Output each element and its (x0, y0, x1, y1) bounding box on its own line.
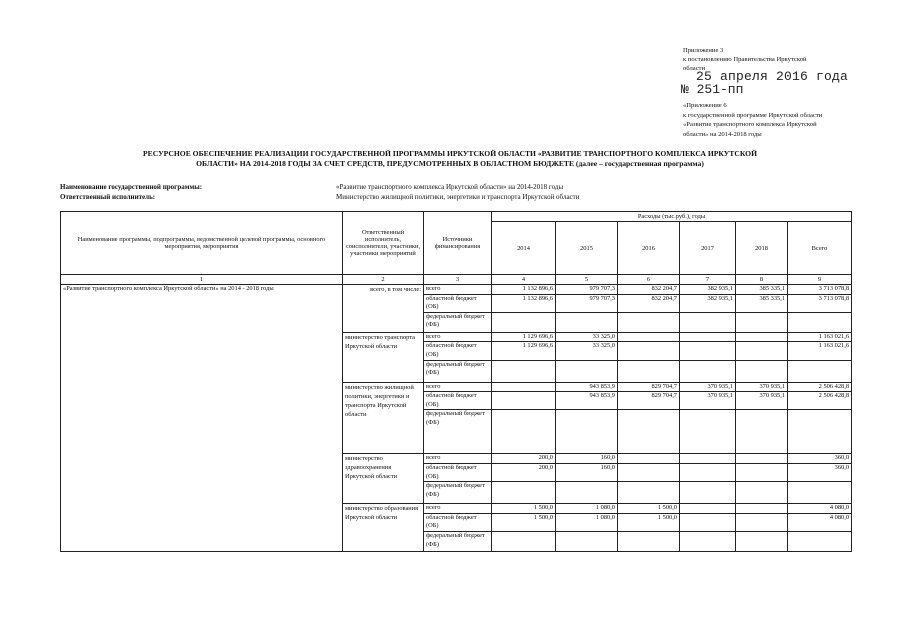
resolution-date-stamp: 25 апреля 2016 года (696, 69, 849, 84)
year-value-cell (680, 454, 736, 464)
executor-cell: министерство жилищной политики, энергетики и транспорта Иркутской области (343, 382, 424, 454)
year-value-cell (680, 312, 736, 332)
year-value-cell: 943 853,9 (556, 392, 618, 410)
year-value-cell: 829 704,7 (618, 382, 680, 392)
year-value-cell: 370 935,1 (736, 392, 788, 410)
year-value-cell (618, 360, 680, 382)
resource-table (60, 211, 852, 552)
year-value-cell (736, 454, 788, 464)
year-value-cell (680, 410, 736, 454)
year-value-cell: 1 500,0 (618, 513, 680, 531)
executor-label: Ответственный исполнитель: (60, 193, 156, 201)
column-number: 1 (61, 275, 343, 285)
resolution-number-stamp: № 251-пп (681, 82, 744, 97)
program-name-value: «Развитие транспортного комплекса Иркутской области» на 2014-2018 годы (336, 183, 564, 191)
header-year-2016: 2016 (618, 222, 680, 275)
year-value-cell (680, 482, 736, 504)
year-value-cell: 200,0 (492, 463, 556, 481)
year-value-cell (618, 332, 680, 342)
year-value-cell (556, 482, 618, 504)
funding-source-cell: федеральный бюджет (ФБ) (424, 410, 492, 454)
year-value-cell (492, 360, 556, 382)
program-name-row (60, 182, 860, 192)
year-value-cell (680, 463, 736, 481)
total-value-cell (788, 531, 852, 551)
year-value-cell: 200,0 (492, 454, 556, 464)
total-value-cell: 360,0 (788, 454, 852, 464)
header-year-2017: 2017 (680, 222, 736, 275)
total-value-cell: 1 163 021,6 (788, 342, 852, 360)
funding-source-cell: областной бюджет (ОБ) (424, 463, 492, 481)
total-value-cell: 2 506 428,8 (788, 392, 852, 410)
executor-value: Министерство жилищной политики, энергетики и транспорта Иркутской области (336, 193, 580, 201)
year-value-cell: 370 935,1 (680, 382, 736, 392)
funding-source-cell: областной бюджет (ОБ) (424, 342, 492, 360)
funding-source-cell: областной бюджет (ОБ) (424, 392, 492, 410)
year-value-cell: 1 080,0 (556, 504, 618, 514)
year-value-cell (556, 531, 618, 551)
year-value-cell: 979 707,3 (556, 294, 618, 312)
year-value-cell (680, 332, 736, 342)
year-value-cell: 370 935,1 (736, 382, 788, 392)
executor-row (60, 192, 860, 202)
year-value-cell: 1 132 896,6 (492, 294, 556, 312)
year-value-cell: 385 335,1 (736, 294, 788, 312)
funding-source-cell: всего (424, 454, 492, 464)
year-value-cell (492, 312, 556, 332)
year-value-cell (492, 392, 556, 410)
year-value-cell (680, 360, 736, 382)
column-number: 7 (680, 275, 736, 285)
total-value-cell: 4 080,0 (788, 513, 852, 531)
executor-cell: министерство транспорта Иркутской области (343, 332, 424, 382)
year-value-cell: 943 853,9 (556, 382, 618, 392)
total-value-cell (788, 482, 852, 504)
year-value-cell (736, 513, 788, 531)
column-number: 9 (788, 275, 852, 285)
header-row-top (61, 212, 852, 222)
column-number: 4 (492, 275, 556, 285)
appendix-6-line: к государственной программе Иркутской области (683, 111, 823, 119)
year-value-cell: 1 500,0 (492, 504, 556, 514)
column-number-row (61, 275, 852, 285)
funding-source-cell: всего (424, 382, 492, 392)
year-value-cell (618, 410, 680, 454)
year-value-cell: 382 935,1 (680, 285, 736, 295)
appendix-3-line: Приложение 3 (683, 47, 724, 54)
year-value-cell (736, 410, 788, 454)
funding-source-cell: всего (424, 285, 492, 295)
year-value-cell (618, 312, 680, 332)
year-value-cell: 160,0 (556, 454, 618, 464)
year-value-cell (680, 513, 736, 531)
year-value-cell (736, 360, 788, 382)
column-number: 2 (343, 275, 424, 285)
year-value-cell: 1 080,0 (556, 513, 618, 531)
total-value-cell (788, 360, 852, 382)
year-value-cell (736, 504, 788, 514)
year-value-cell (556, 410, 618, 454)
year-value-cell: 385 335,1 (736, 285, 788, 295)
funding-source-cell: всего (424, 332, 492, 342)
year-value-cell (680, 342, 736, 360)
year-value-cell: 160,0 (556, 463, 618, 481)
year-value-cell (618, 342, 680, 360)
document-title-line: ОБЛАСТИ» НА 2014-2018 ГОДЫ ЗА СЧЕТ СРЕДСТВ, ПРЕДУСМОТРЕННЫХ В ОБЛАСТНОМ БЮДЖЕТЕ (далее – государственная программа) (196, 159, 704, 168)
program-name-label: Наименование государственной программы: (60, 183, 203, 191)
program-meta (60, 182, 860, 202)
header-year-2014: 2014 (492, 222, 556, 275)
year-value-cell (736, 342, 788, 360)
year-value-cell: 382 935,1 (680, 294, 736, 312)
year-value-cell (618, 454, 680, 464)
document-title-line: РЕСУРСНОЕ ОБЕСПЕЧЕНИЕ РЕАЛИЗАЦИИ ГОСУДАРСТВЕННОЙ ПРОГРАММЫ ИРКУТСКОЙ ОБЛАСТИ «РАЗВИТИЕ ТРАНСПОРТНОГО КОМПЛЕКСА ИРКУТСКОЙ (143, 149, 757, 158)
total-value-cell: 3 713 078,8 (788, 285, 852, 295)
total-value-cell: 360,0 (788, 463, 852, 481)
appendix-3-line: к постановлению Правительства Иркутской (683, 56, 807, 63)
appendix-3-line: области (683, 65, 706, 72)
year-value-cell (556, 360, 618, 382)
year-value-cell (736, 332, 788, 342)
year-value-cell: 979 707,3 (556, 285, 618, 295)
year-value-cell (492, 382, 556, 392)
year-value-cell (618, 463, 680, 481)
year-value-cell: 1 129 696,6 (492, 342, 556, 360)
column-number: 6 (618, 275, 680, 285)
year-value-cell (618, 482, 680, 504)
funding-source-cell: областной бюджет (ОБ) (424, 294, 492, 312)
table-row (61, 285, 852, 295)
header-executor: Ответственный исполнитель, соисполнители, участники, участники мероприятий (343, 212, 424, 275)
year-value-cell: 1 500,0 (492, 513, 556, 531)
funding-source-cell: федеральный бюджет (ФБ) (424, 531, 492, 551)
funding-source-cell: областной бюджет (ОБ) (424, 513, 492, 531)
funding-source-cell: всего (424, 504, 492, 514)
year-value-cell: 33 325,0 (556, 342, 618, 360)
year-value-cell: 832 204,7 (618, 294, 680, 312)
program-name-cell: «Развитие транспортного комплекса Иркутской области» на 2014 - 2018 годы (61, 285, 343, 552)
executor-cell: всего, в том числе: (343, 285, 424, 333)
header-year-2018: 2018 (736, 222, 788, 275)
year-value-cell: 370 935,1 (680, 392, 736, 410)
total-value-cell (788, 312, 852, 332)
funding-source-cell: федеральный бюджет (ФБ) (424, 312, 492, 332)
column-number: 5 (556, 275, 618, 285)
executor-cell: министерство здравоохранения Иркутской области (343, 454, 424, 504)
appendix-6-line: «Развитие транспортного комплекса Иркутской (683, 121, 817, 128)
year-value-cell: 1 132 896,6 (492, 285, 556, 295)
year-value-cell (492, 482, 556, 504)
year-value-cell (618, 531, 680, 551)
year-value-cell: 832 204,7 (618, 285, 680, 295)
funding-source-cell: федеральный бюджет (ФБ) (424, 482, 492, 504)
total-value-cell: 4 080,0 (788, 504, 852, 514)
year-value-cell (492, 531, 556, 551)
header-year-2015: 2015 (556, 222, 618, 275)
total-value-cell: 3 713 078,8 (788, 294, 852, 312)
year-value-cell (736, 531, 788, 551)
year-value-cell: 33 325,0 (556, 332, 618, 342)
year-value-cell (736, 463, 788, 481)
year-value-cell (736, 482, 788, 504)
year-value-cell: 1 500,0 (618, 504, 680, 514)
header-total: Всего (788, 222, 852, 275)
year-value-cell (556, 312, 618, 332)
appendix-6-line: «Приложение 6 (683, 102, 727, 109)
year-value-cell (680, 504, 736, 514)
year-value-cell (736, 312, 788, 332)
year-value-cell: 829 704,7 (618, 392, 680, 410)
year-value-cell (492, 410, 556, 454)
year-value-cell (680, 531, 736, 551)
column-number: 8 (736, 275, 788, 285)
header-source: Источники финансирования (424, 212, 492, 275)
funding-source-cell: федеральный бюджет (ФБ) (424, 360, 492, 382)
document-title (60, 149, 840, 169)
appendix-6-block (683, 101, 898, 139)
total-value-cell (788, 410, 852, 454)
year-value-cell: 1 129 696,6 (492, 332, 556, 342)
header-name: Наименование программы, подпрограммы, ведомственной целевой программы, основного мероприятия, мероприятия (61, 212, 343, 275)
total-value-cell: 1 163 021,6 (788, 332, 852, 342)
executor-cell: министерство образования Иркутской области (343, 504, 424, 552)
header-expenses: Расходы (тыс.руб.), годы (492, 212, 852, 222)
total-value-cell: 2 506 428,8 (788, 382, 852, 392)
appendix-6-line: области» на 2014-2018 годы (683, 130, 762, 138)
column-number: 3 (424, 275, 492, 285)
